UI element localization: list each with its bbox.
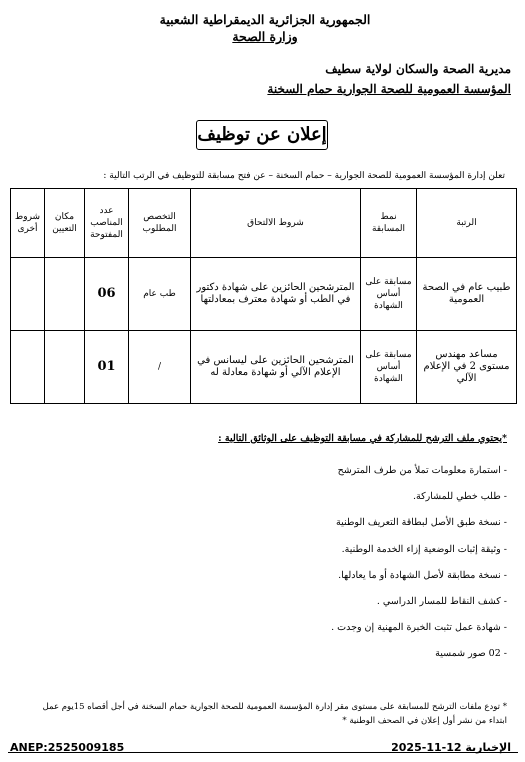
list-item: - استمارة معلومات تملأ من طرف المترشح [247, 464, 507, 490]
positions-table [10, 188, 517, 404]
header-grade: الرتبة [417, 189, 517, 258]
list-item: - شهادة عمل تثبت الخبرة المهنية إن وجدت . [247, 621, 507, 647]
anep-reference: ANEP:2525009185 [10, 741, 125, 754]
header-place: مكان التعيين [45, 189, 85, 258]
cell-place [45, 258, 85, 331]
publication-date: الإخبارية 12-11-2025 [391, 741, 511, 754]
cell-grade: طبيب عام في الصحة العمومية [417, 258, 517, 331]
header-count: عدد المناصب المفتوحة [85, 189, 129, 258]
intro-text: تعلن إدارة المؤسسة العمومية للصحة الجوارية – حمام السخنة – عن فتح مسابقة للتوظيف في الرتب التالية : [103, 171, 505, 181]
cell-mode: مسابقة على أساس الشهادة [361, 258, 417, 331]
documents-heading: *يحتوي ملف الترشح للمشاركة في مسابقة التوظيف على الوثائق التالية : [218, 433, 507, 444]
cell-conditions: المترشحين الحائزين على شهادة دكتور في الطب أو شهادة معترف بمعادلتها [191, 258, 361, 331]
cell-other [11, 331, 45, 404]
list-item: - نسخة طبق الأصل لبطاقة التعريف الوطنية [247, 516, 507, 542]
directorate-name: مديرية الصحة والسكان لولاية سطيف [325, 62, 511, 76]
header-conditions: شروط الالتحاق [191, 189, 361, 258]
cell-specialty: / [129, 331, 191, 404]
deposit-note: * تودع ملفات الترشح للمسابقة على مستوى مقر إدارة المؤسسة العمومية للصحة الجوارية حمام السخنة في أجل أقصاه 15يوم عمل ابتداء من نشر أول إعلان في الصحف الوطنية * [42, 702, 507, 726]
announcement-title: إعلان عن توظيف [196, 120, 328, 150]
list-item: - طلب خطي للمشاركة. [247, 490, 507, 516]
cell-grade: مساعد مهندس مستوى 2 في الإعلام الآلي [417, 331, 517, 404]
cell-mode: مسابقة على أساس الشهادة [361, 331, 417, 404]
documents-list [247, 464, 507, 674]
table-row [11, 258, 517, 331]
header-other: شروط أخرى [11, 189, 45, 258]
list-item: - 02 صور شمسية [247, 647, 507, 673]
institution-name: المؤسسة العمومية للصحة الجوارية حمام السخنة [267, 82, 511, 96]
cell-count: 06 [85, 258, 129, 331]
cell-count: 01 [85, 331, 129, 404]
table-row [11, 331, 517, 404]
table-header-row [11, 189, 517, 258]
list-item: - كشف النقاط للمسار الدراسي . [247, 595, 507, 621]
republic-name: الجمهورية الجزائرية الديمقراطية الشعبية [159, 12, 371, 27]
cell-other [11, 258, 45, 331]
cell-place [45, 331, 85, 404]
header-mode: نمط المسابقة [361, 189, 417, 258]
cell-specialty: طب عام [129, 258, 191, 331]
list-item: - وثيقة إثبات الوضعية إزاء الخدمة الوطنية. [247, 543, 507, 569]
list-item: - نسخة مطابقة لأصل الشهادة أو ما يعادلها. [247, 569, 507, 595]
header-specialty: التخصص المطلوب [129, 189, 191, 258]
cell-conditions: المترشحين الحائزين على ليسانس في الإعلام الآلي أو شهادة معادلة له [191, 331, 361, 404]
ministry-name: وزارة الصحة [232, 29, 298, 44]
